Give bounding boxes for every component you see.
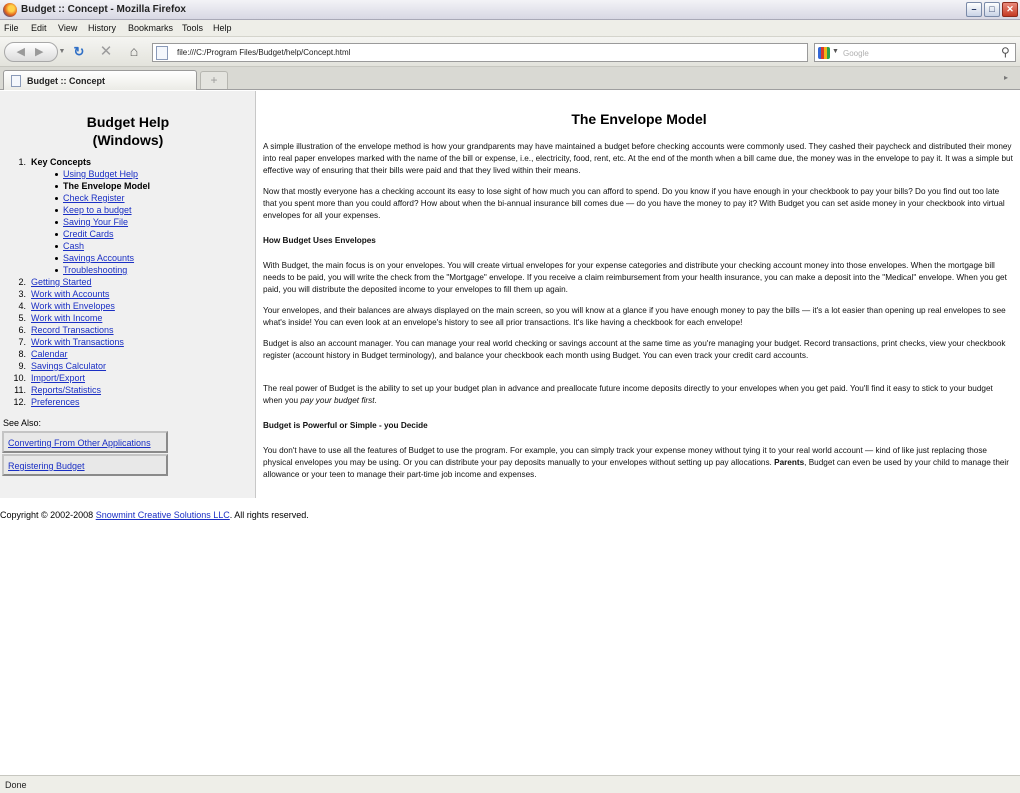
article-paragraph: Budget is also an account manager. You can manage your real world checking or savings account at the same time as you're managing your budget. Record transactions, print checks, view your checkbook register (account history in Budget terminology), and balance your checkbook each month using Budget. You can even track your credit card accounts. bbox=[263, 339, 1006, 360]
history-dropdown-icon[interactable]: ▼ bbox=[58, 48, 66, 55]
sidebar-title-line1: Budget Help bbox=[86, 114, 170, 130]
toc-link[interactable]: Work with Envelopes bbox=[31, 301, 115, 311]
toc-link[interactable]: Calendar bbox=[31, 349, 68, 359]
menu-tools[interactable]: Tools bbox=[182, 23, 204, 33]
toc-number: 5. bbox=[18, 313, 26, 323]
subitem-saving-your-file[interactable]: Saving Your File bbox=[63, 217, 129, 227]
toc-link[interactable]: Savings Calculator bbox=[31, 361, 107, 371]
copyright-text: . All rights reserved. bbox=[229, 510, 309, 520]
page-icon bbox=[156, 46, 168, 60]
toc-number: 11. bbox=[14, 385, 26, 395]
window-title: Budget :: Concept - Mozilla Firefox bbox=[21, 4, 186, 15]
article-paragraph bbox=[263, 383, 1013, 407]
menu-bookmarks[interactable]: Bookmarks bbox=[128, 23, 174, 33]
article-paragraph: A simple illustration of the envelope method is how your grandparents may have maintained a budget before checking accounts were commonly used. They cashed their paycheck and distributed their money into real paper envelopes marked with the name of the bill or expense, i.e., electricity, food, rent, etc. At the end of the month when a bill came due, the money was in the envelope to pay it. It was a simple but effective way of ensuring that their bills were paid and that they lived within their means. bbox=[263, 142, 1013, 175]
bold-text: Parents bbox=[774, 458, 805, 467]
article-paragraph: Now that mostly everyone has a checking account its easy to lose sight of how much you can afford to spend. Do you know if you have enough in your checkbook to pay your bills? Do you find out too late that you spent more than you could afford? How about when the bi-annual insurance bill comes due — do you have the money to pay it? With Budget you can set aside money in your checkbook into virtual envelopes for all your expenses. bbox=[263, 187, 1005, 220]
close-button[interactable]: ✕ bbox=[1002, 2, 1018, 17]
toc-link[interactable]: Work with Income bbox=[31, 313, 103, 323]
firefox-logo-icon bbox=[3, 3, 17, 17]
toc-number: 8. bbox=[18, 349, 26, 359]
bullet-icon bbox=[55, 245, 58, 248]
search-bar[interactable] bbox=[814, 43, 1016, 62]
copyright-text: Copyright © 2002-2008 bbox=[0, 510, 96, 520]
subitem-keep-to-budget[interactable]: Keep to a budget bbox=[63, 205, 132, 215]
subitem-envelope-model-current: The Envelope Model bbox=[63, 181, 151, 191]
subitem-cash[interactable]: Cash bbox=[63, 241, 85, 251]
tab-list-icon[interactable]: ▸ bbox=[1004, 73, 1009, 82]
see-also-box[interactable] bbox=[2, 431, 168, 453]
toc-link[interactable]: Import/Export bbox=[31, 373, 86, 383]
status-text: Done bbox=[5, 780, 27, 790]
subitem-troubleshooting[interactable]: Troubleshooting bbox=[63, 265, 128, 275]
paragraph-text: The real power of Budget is the ability to set up your budget plan in advance and preallocate future income deposits directly to your envelopes when you get paid. You'll find it easy to stick to your budget when you bbox=[263, 384, 993, 405]
tab-bar bbox=[0, 67, 1020, 90]
toc-number: 4. bbox=[18, 301, 26, 311]
article-paragraph: Your envelopes, and their balances are always displayed on the main screen, so you will know at a glance if you have enough money to pay the bills — it's a lot easier than opening up real envelopes to see what's inside! You can even look at an envelope's history to see all prior transactions. It's like having a checkbook for each envelope! bbox=[263, 306, 1006, 327]
article-paragraph bbox=[263, 445, 1013, 481]
magnifier-icon[interactable]: ⚲ bbox=[1001, 45, 1010, 59]
toc-link[interactable]: Record Transactions bbox=[31, 325, 114, 335]
toc-link[interactable]: Work with Transactions bbox=[31, 337, 124, 347]
toc-number: 9. bbox=[18, 361, 26, 371]
status-bar bbox=[0, 775, 1020, 793]
bullet-icon bbox=[55, 233, 58, 236]
link-registering-budget[interactable]: Registering Budget bbox=[8, 461, 85, 471]
subitem-check-register[interactable]: Check Register bbox=[63, 193, 125, 203]
toc-link[interactable]: Preferences bbox=[31, 397, 80, 407]
forward-arrow-icon[interactable]: ▶ bbox=[35, 46, 54, 58]
navigation-toolbar bbox=[0, 37, 1020, 67]
bullet-icon bbox=[55, 209, 58, 212]
article-title: The Envelope Model bbox=[571, 111, 707, 127]
menu-bar bbox=[0, 20, 1020, 37]
company-link[interactable]: Snowmint Creative Solutions LLC bbox=[95, 510, 230, 520]
stop-icon[interactable]: ✕ bbox=[99, 43, 113, 60]
toc-number: 12. bbox=[13, 397, 26, 407]
copyright-footer bbox=[0, 510, 309, 520]
home-icon[interactable]: ⌂ bbox=[129, 43, 139, 59]
menu-edit[interactable]: Edit bbox=[31, 23, 47, 33]
sidebar-title-line2: (Windows) bbox=[92, 132, 164, 148]
link-converting-from-other-applications[interactable]: Converting From Other Applications bbox=[8, 438, 151, 448]
sidebar-title bbox=[0, 113, 256, 149]
menu-history[interactable]: History bbox=[88, 23, 117, 33]
reload-icon[interactable]: ↻ bbox=[73, 44, 85, 59]
emphasis-text: pay your budget first bbox=[300, 396, 375, 405]
toc-link[interactable]: Getting Started bbox=[31, 277, 92, 287]
paragraph-text: . bbox=[374, 396, 377, 405]
bullet-icon bbox=[55, 173, 58, 176]
toc-link[interactable]: Work with Accounts bbox=[31, 289, 110, 299]
help-sidebar bbox=[0, 91, 256, 498]
article-paragraph: With Budget, the main focus is on your envelopes. You will create virtual envelopes for your expense categories and distribute your checking account money into those envelopes. When the mortgage bill needs to be paid, you will write the check from the "Mortgage" envelope. If you receive a claim reimbursement from your health insurance, you can make a deposit into the "Medical" envelope. When you get paid, you will distribute the deposited income to your envelopes to fill them up again. bbox=[263, 261, 1007, 294]
title-bar bbox=[0, 0, 1020, 20]
bullet-icon bbox=[55, 197, 58, 200]
back-forward-button[interactable] bbox=[4, 42, 58, 62]
bullet-icon bbox=[55, 269, 58, 272]
search-engine-icon[interactable] bbox=[818, 47, 830, 59]
back-arrow-icon[interactable]: ◀ bbox=[16, 46, 35, 58]
paragraph-text: You don't have to use all the features of Budget to use the program. For example, you can simply track your expense money without tying it to your real world account — kind of like just replacing those physical envelopes you may be using. Or you can distribute your pay deposits manually to your envelopes without setting up pay allocations. bbox=[263, 446, 987, 467]
url-bar[interactable] bbox=[152, 43, 808, 62]
toc-number: 7. bbox=[18, 337, 26, 347]
section-heading: How Budget Uses Envelopes bbox=[263, 236, 376, 245]
toc-number: 1. bbox=[18, 157, 26, 167]
toc-number: 10. bbox=[13, 373, 26, 383]
page-content bbox=[0, 91, 1020, 775]
see-also-label: See Also: bbox=[3, 418, 42, 428]
minimize-button[interactable]: – bbox=[966, 2, 982, 17]
menu-view[interactable]: View bbox=[58, 23, 78, 33]
toc-number: 2. bbox=[18, 277, 26, 287]
toc-link[interactable]: Reports/Statistics bbox=[31, 385, 102, 395]
tab-budget-concept[interactable] bbox=[3, 70, 197, 90]
toc-number: 3. bbox=[18, 289, 26, 299]
search-input[interactable]: Google bbox=[843, 49, 869, 58]
tab-title[interactable]: Budget :: Concept bbox=[27, 76, 105, 86]
see-also-box[interactable] bbox=[2, 454, 168, 476]
subitem-savings-accounts[interactable]: Savings Accounts bbox=[63, 253, 135, 263]
new-tab-button[interactable]: + bbox=[200, 71, 228, 89]
toc-label: Key Concepts bbox=[31, 157, 92, 167]
bullet-icon bbox=[55, 221, 58, 224]
subitem-credit-cards[interactable]: Credit Cards bbox=[63, 229, 114, 239]
menu-file[interactable]: File bbox=[4, 23, 19, 33]
search-engine-dropdown-icon[interactable]: ▼ bbox=[832, 48, 839, 55]
bullet-icon bbox=[55, 257, 58, 260]
menu-help[interactable]: Help bbox=[213, 23, 232, 33]
maximize-button[interactable]: □ bbox=[984, 2, 1000, 17]
subitem-using-budget-help[interactable]: Using Budget Help bbox=[63, 169, 139, 179]
page-icon bbox=[11, 75, 21, 87]
section-heading: Budget is Powerful or Simple - you Decide bbox=[263, 421, 428, 430]
bullet-icon bbox=[55, 185, 58, 188]
paragraph-text: , Budget can even be used by your child to manage their allowance or your teen to manage their part-time job income and expenses. bbox=[263, 458, 1009, 479]
url-text[interactable]: file:///C:/Program Files/Budget/help/Concept.html bbox=[177, 48, 351, 57]
toc-number: 6. bbox=[18, 325, 26, 335]
